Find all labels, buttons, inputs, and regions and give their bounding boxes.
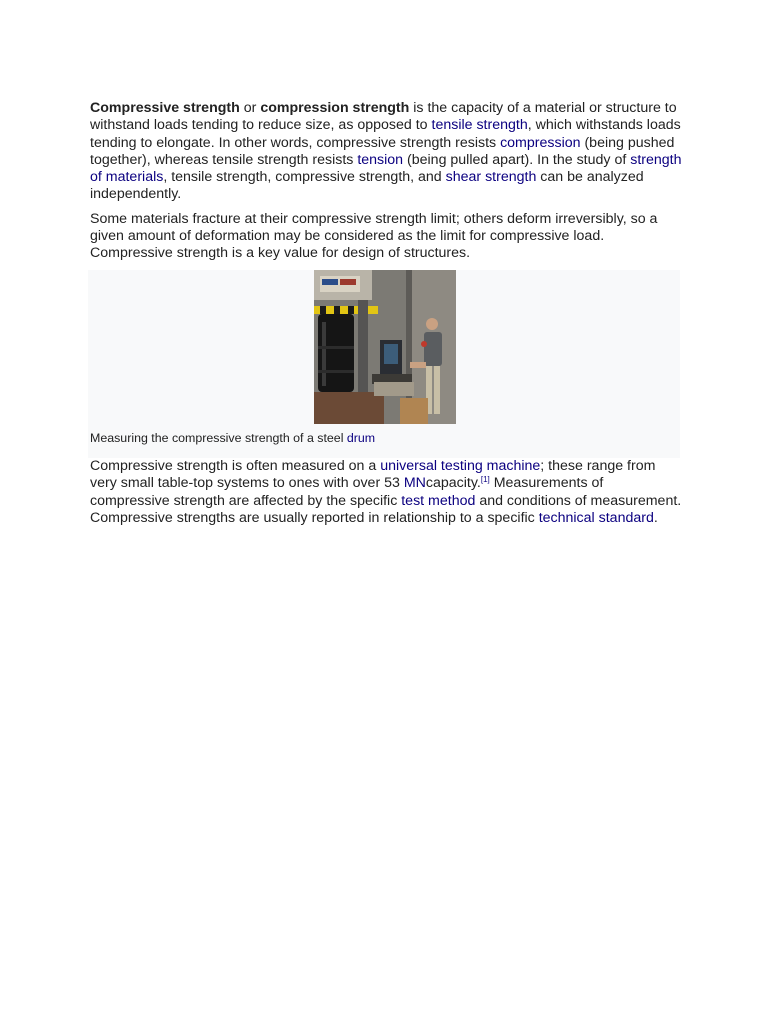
link-mn[interactable]: MN [403,475,426,492]
link-technical-standard[interactable]: technical standard [538,509,654,526]
figure-box [88,270,680,458]
text-span: . [653,509,658,526]
article-body [90,100,684,263]
third-paragraph [90,458,684,527]
text-span: (being pushed together), whereas tensile strength resists [90,134,675,168]
text-span: or [239,100,261,116]
link-universal-testing-machine[interactable]: universal testing machine [380,458,541,474]
reference-1-link[interactable]: [1] [480,475,490,485]
text-span: , tensile strength, compressive strength, and [163,169,446,186]
term-compressive-strength: Compressive strength [90,100,240,116]
intro-paragraph [90,100,684,204]
second-paragraph: Some materials fracture at their compressive strength limit; others deform irreversibly, so a given amount of deformation may be considered as the limit for compressive load. Compressive strength is a key value for design of structures. [90,210,658,262]
figure-caption [90,431,375,446]
text-span: is the capacity of a material or structure to withstand loads tending to reduce size, as opposed to [90,100,677,134]
link-test-method[interactable]: test method [401,492,476,509]
term-compression-strength: compression strength [260,100,410,116]
link-tensile-strength[interactable]: tensile strength [431,117,528,134]
link-compression[interactable]: compression [500,134,581,151]
link-strength-of-materials[interactable]: strength of materials [90,151,682,186]
text-span: and conditions of measurement. Compressive strengths are usually reported in relationship to a specific [90,492,682,526]
link-shear-strength[interactable]: shear strength [445,169,537,186]
text-span: (being pulled apart). In the study of [403,151,631,168]
drum-test-photo[interactable] [314,270,456,424]
text-span: capacity. [425,475,481,492]
text-span: Compressive strength is often measured on a [90,458,381,474]
text-span: Measurements of compressive strength are affected by the specific [90,475,604,509]
photo-illustration [314,270,456,424]
text-span: , which withstands loads tending to elongate. In other words, compressive strength resists [90,117,681,151]
caption-text: Measuring the compressive strength of a steel [90,431,347,445]
text-span: can be analyzed independently. [90,169,644,203]
link-drum[interactable]: drum [346,431,376,445]
link-tension[interactable]: tension [357,151,404,168]
text-span: ; these range from very small table-top systems to ones with over 53 [90,458,656,492]
third-paragraph-wrap [90,458,684,527]
